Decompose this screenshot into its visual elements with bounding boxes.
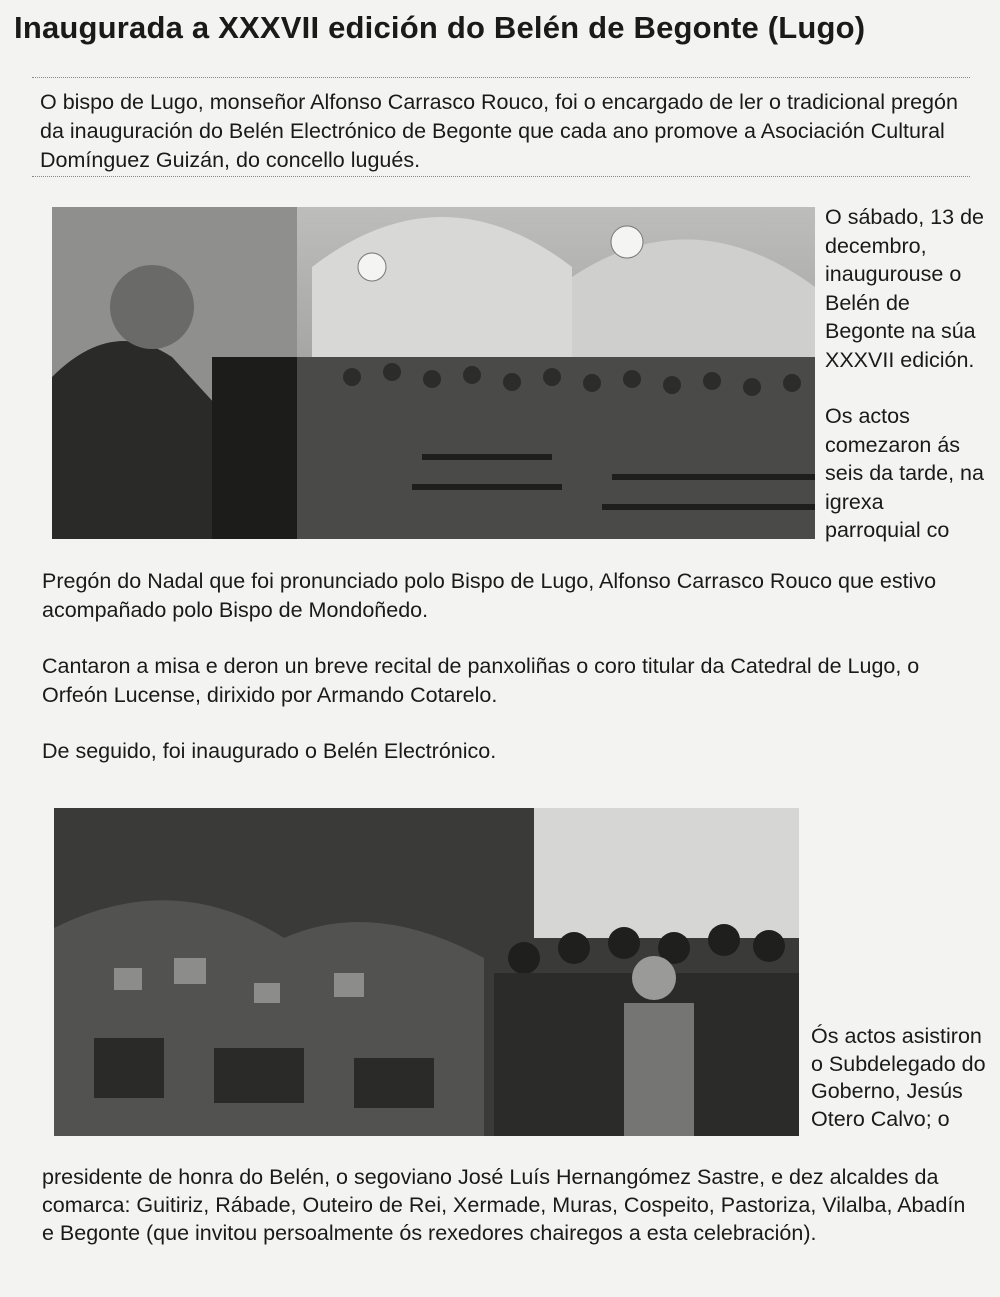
side2-paragraph: Ós actos asistiron o Subdelegado do Goberno, Jesús Otero Calvo; o bbox=[811, 1024, 986, 1131]
photo-bishop-pregon bbox=[52, 207, 815, 539]
paragraph-2: Cantaron a misa e deron un breve recital de panxoliñas o coro titular da Catedral de Lugo, o Orfeón Lucense, dirixido por Armando Cotarelo. bbox=[42, 654, 920, 707]
article-body-2 bbox=[42, 1163, 977, 1247]
paragraph-1: Pregón do Nadal que foi pronunciado polo Bispo de Lugo, Alfonso Carrasco Rouco que estivo acompañado polo Bispo de Mondoñedo. bbox=[42, 569, 937, 622]
article-title: Inaugurada a XXXVII edición do Belén de Begonte (Lugo) bbox=[14, 10, 866, 45]
photo-belen-visitors bbox=[54, 808, 799, 1136]
article-intro: O bispo de Lugo, monseñor Alfonso Carrasco Rouco, foi o encargado de ler o tradicional pregón da inauguración do Belén Electrónico de Begonte que cada ano promove a Asociación Cultural Domínguez Guizán, do concello lugués. bbox=[40, 90, 958, 172]
divider-top bbox=[32, 77, 970, 78]
side-column-2 bbox=[811, 1023, 986, 1133]
article-body-1 bbox=[42, 567, 977, 766]
paragraph-4: presidente de honra do Belén, o segoviano José Luís Hernangómez Sastre, e dez alcaldes da comarca: Guitiriz, Rábade, Outeiro de Rei, Xermade, Muras, Cospeito, Pastoriza, Vilalba, Abadín e Begonte (que invitou persoalmente ós rexedores chairegos a esta celebración). bbox=[42, 1165, 966, 1245]
side1-paragraph-2: Os actos comezaron ás seis da tarde, na igrexa parroquial co bbox=[825, 404, 984, 542]
divider-intro bbox=[32, 176, 970, 177]
side-column-1 bbox=[825, 203, 985, 545]
side1-paragraph-1: O sábado, 13 de decembro, inaugurouse o Belén de Begonte na súa XXXVII edición. bbox=[825, 205, 984, 372]
paragraph-3: De seguido, foi inaugurado o Belén Electrónico. bbox=[42, 739, 497, 763]
